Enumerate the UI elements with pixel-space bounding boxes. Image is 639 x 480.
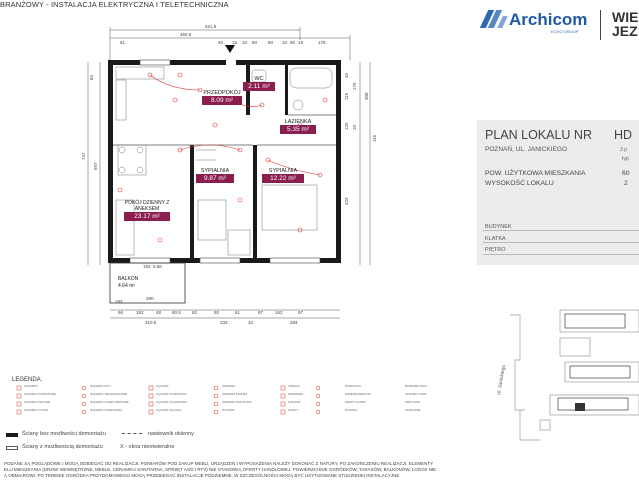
dim-top-8: 10 [282,40,288,45]
plan-title: PLAN LOKALU NR [485,128,592,142]
dim-top-7: 80 [268,40,274,45]
dim-top-11: 175 [318,40,326,45]
dim-top-4: 15 [232,40,238,45]
height-label: WYSOKOŚĆ LOKALU [485,180,554,187]
dim-right-0: 45 [344,72,349,78]
legend-item: WYPUST [222,408,235,412]
dim-bottom-6: 61 [235,310,241,315]
wall-fixed-swatch [6,433,18,437]
brand-sub: ECHO GROUP [551,29,579,34]
archicom-logo [480,10,587,28]
plan-address: POZNAŃ, UL. JANICKIEGO [485,146,567,153]
legend-item: ŁĄCZNIK PODWÓJNY [156,392,187,396]
dim-balcony-0: 183 [115,299,123,304]
dim-top-2: 61 [120,40,126,45]
room-name: ŁAZIENKA [284,119,312,125]
dim-right-1: 175 [352,82,357,90]
room-area: 5.35 m² [280,125,316,134]
legend-item: TABLICA [288,384,301,388]
row-pietro: PIĘTRO [485,247,506,253]
row-klatka: KLATKA [485,236,506,242]
plan-small-2: typ [622,156,629,162]
legend-item: GNIAZDO 400V [405,392,427,396]
room-name: SYPIALNIA [268,168,298,174]
legend-item: ZASILANIE [405,408,421,412]
room-area: 23.17 m² [124,212,170,221]
wall-removable-swatch [6,446,18,450]
dim-bottom-5: 80 [214,310,220,315]
legend-item: PUSZKA [345,408,358,412]
window-x-label: X - okna nieotwieralne [120,444,175,450]
room-przedpokoj [202,90,242,105]
dim-bottom-7: 87 [258,310,264,315]
legend-title: LEGENDA: [12,377,43,383]
dim-top-6: 80 [252,40,258,45]
dim-balcony-3: 5.56 [153,264,162,269]
legend-item: GNIAZDO RTV [90,384,111,388]
dim-right-6: 115 [372,134,377,142]
dim-right-5: 10 [352,124,357,130]
dim-balcony-2: 183 [143,264,151,269]
legend-item: OPRAWA KINKIET [222,392,248,396]
room-sypialnia-1 [196,168,234,183]
dim-right-4: 125 [344,122,349,130]
site-map [480,300,639,480]
dim-bottom-2: 48 [156,310,162,315]
room-name: PRZEDPOKÓJ [203,90,241,96]
dim-balcony-1: 290 [146,296,154,301]
wall-removable-label: Ściany z możliwością demontażu [22,444,103,450]
room-name: WC [254,76,264,82]
legend-item: GNIAZDO TELEFONICZNE [90,392,128,396]
partner-logo-line1: WIE [612,9,639,25]
dim-bottom-3: 80.5 [172,310,181,315]
plan-code: HD [614,128,633,142]
dim-right-2: 115 [344,92,349,100]
plan-small-1: 3 p [620,147,627,153]
room-area: 4.64 m² [118,283,135,289]
area-value: 60 [622,170,630,177]
dim-top-10: 15 [298,40,304,45]
entrance-arrow-icon [225,45,235,53]
area-label: POW. UŻYTKOWA MIESZKANIA [485,170,586,177]
dim-left-1: 747 [81,152,86,160]
dim-bottom-0: 66 [118,310,124,315]
disclaimer-line-1: PODANE SĄ POGLĄDOWE I MOGĄ ODBIEGAĆ OD REALIZACJI. POMIARÓW POD ZAKUP MEBLI, URZĄDZEŃ I WYPOSAŻENIA NALEŻY DOKONAĆ Z NATURY, PO ZAKOŃCZENIU REALIZACJI. ELEMENTY [4,461,434,466]
room-area: 8.09 m² [202,96,242,105]
brand-divider [600,10,601,40]
window-sill-label: nawiewnik okienny [148,431,194,437]
archicom-logo-mark-icon [480,10,506,28]
street-label: ul. Janickiego [496,364,508,396]
legend-item: ŁĄCZNIK SCHODOWY [156,400,188,404]
room-name: BALKON [118,276,139,282]
legend-item: OPRAWA SUFITOWA [222,400,252,404]
legend-item: OPRAWA [222,384,236,388]
dim-bottom-8: 162 [275,310,283,315]
height-value: 2 [624,180,628,187]
legend-items [24,384,344,416]
dim-bottom-9: 57 [298,310,304,315]
legend-items-extra [345,384,405,416]
legend-item: PRZYCISK [405,400,421,404]
legend-item: GNIAZDO DOMOFONU [90,408,123,412]
brand-name: Archicom [509,9,588,29]
dim-bottom-12: 10 [248,320,254,325]
dim-bottom-11: 233 [220,320,228,325]
legend-item: GNIAZDO KOMPUTEROWE [90,400,129,404]
legend-item: WIDEODOMOFON [345,392,371,396]
unit-marker [575,403,585,411]
legend-item: ŁĄCZNIK [156,384,169,388]
partner-logo-line2: JEZ [612,23,638,39]
room-wc [243,76,275,91]
dim-bottom-10: 310.5 [145,320,157,325]
room-sypialnia-2 [262,168,304,183]
partner-logo [612,10,638,38]
room-pokoj-dzienny [124,200,170,221]
dim-top-1: 460.5 [180,32,192,37]
window-sill-swatch [122,433,142,436]
dim-bottom-4: 62 [192,310,198,315]
dim-right-7: 423 [344,197,349,205]
dim-bottom-1: 162 [136,310,144,315]
room-name: SYPIALNIA [200,168,230,174]
panel-divider [483,254,639,255]
top-dimension-lines [110,27,350,60]
legend-items-extra-2 [405,384,465,416]
dim-top-3: 40 [218,40,224,45]
room-area: 12.22 m² [262,174,304,183]
dim-left-0: 84 [89,74,94,80]
disclaimer-line-2: ELU MIESZKANIA (DRZWI WEWNĘTRZNE, MEBLE, CERAMIKA SANITARNA, SPRZĘT AGD I RTV) NIE STANOWIĄ OFERTY HANDLOWEJ. POWIERZCHNIE OGRÓDKÓW, TARASÓW, BALKONÓW, LOGGII NIE [4,467,437,472]
panel-divider [483,242,639,243]
room-area: 2.11 m² [243,82,275,91]
legend-item: GNIAZDO TV/SAT [24,408,49,412]
legend-item: GNIAZDO SIŁOWE [24,400,51,404]
legend-item: ŁĄCZNIK ŻALUZJI [156,408,182,412]
legend-item: DOMOFON [345,384,361,388]
dim-top-5: 10 [242,40,248,45]
room-area: 9.87 m² [196,174,234,183]
bottom-dimension-lines [110,310,340,318]
dim-right-3: 308 [364,92,369,100]
disclaimer-line-3: Ą OBMIAROWI. PO TERENIE OGRÓDKA PRZYDOMOWEGO MOGĄ PRZEBIEGAĆ INSTALACJE PODZIEMNE, W SZCZEGÓLNOŚCI MOGĄ BYĆ USYTUOWANE STUDZIENKI INSTALACYJNE [4,473,400,478]
dim-top-9: 90 [290,40,296,45]
panel-divider [483,230,639,231]
page-header: BRANŻOWY - INSTALACJA ELEKTRYCZNA I TELETECHNICZNA [0,0,229,9]
legend-item: WENTYLATOR [345,400,366,404]
legend-item: CZUJNIK [288,400,301,404]
row-budynek: BUDYNEK [485,224,512,230]
legend-item: GNIAZDO [24,384,38,388]
room-lazienka [280,119,316,134]
wall-fixed-label: Ściany bez możliwości demontażu [22,431,106,437]
dim-bottom-13: 284 [290,320,298,325]
legend-item: GNIAZDO PODWÓJNE [24,392,56,396]
dim-top-0: 521.5 [205,24,217,29]
room-name: POKÓJ DZIENNY Z ANEKSEM [124,200,170,212]
room-balkon [118,276,138,290]
legend-item: DZWONEK [288,392,304,396]
dim-left-2: 697 [93,162,98,170]
legend-item: PUNKT [288,408,299,412]
legend-item: ROZDZIELNICA [405,384,428,388]
